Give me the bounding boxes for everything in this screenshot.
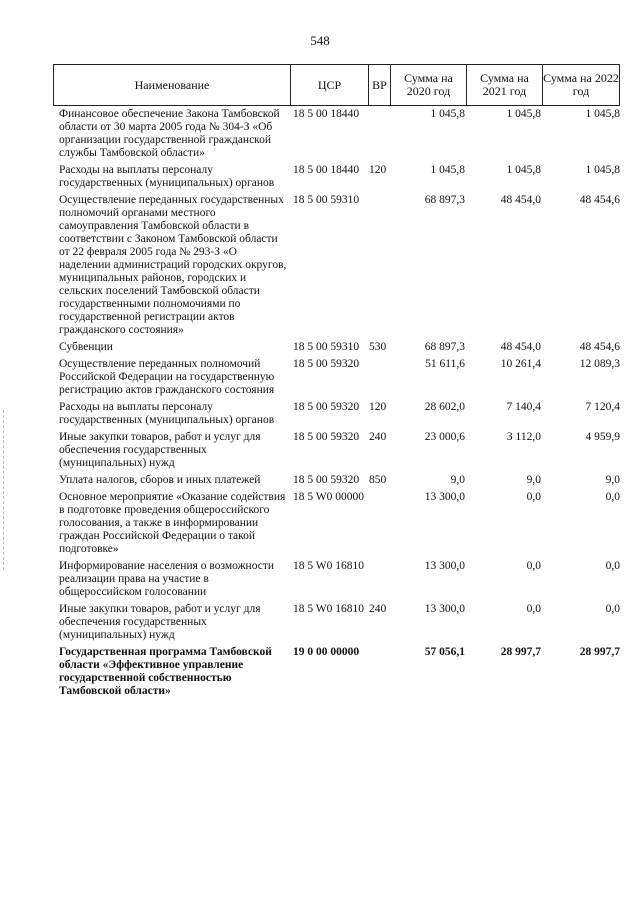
row-sum-2020: 13 300,0 — [424, 603, 465, 615]
row-csr: 18 5 W0 00000 — [293, 491, 365, 503]
table-row — [53, 194, 620, 337]
row-sum-2021: 3 112,0 — [506, 431, 541, 443]
row-name: Осуществление переданных полномочий Российской Федерации на государственную регистрацию актов гражданского состояния — [59, 358, 275, 396]
row-name: Иные закупки товаров, работ и услуг для обеспечения государственных (муниципальных) нужд — [59, 603, 261, 641]
row-vr: 850 — [369, 474, 387, 486]
table-row — [53, 401, 620, 427]
row-sum-2021: 9,0 — [526, 474, 541, 486]
row-vr — [369, 108, 391, 160]
row-vr — [369, 194, 391, 337]
row-sum-2021: 0,0 — [526, 560, 541, 572]
row-sum-2020: 9,0 — [450, 474, 465, 486]
row-name: Уплата налогов, сборов и иных платежей — [59, 474, 261, 486]
row-sum-2021: 0,0 — [526, 491, 541, 503]
row-sum-2022: 28 997,7 — [579, 646, 620, 658]
row-vr: 530 — [369, 341, 387, 353]
row-sum-2020: 1 045,8 — [430, 108, 465, 120]
table-row — [53, 358, 620, 397]
row-sum-2021: 1 045,8 — [506, 108, 541, 120]
row-csr: 18 5 00 59310 — [293, 194, 360, 206]
header-sum-2022: Сумма на 2022 год — [543, 65, 620, 105]
row-sum-2022: 0,0 — [605, 603, 620, 615]
row-csr: 18 5 00 59310 — [293, 341, 360, 353]
table-row — [53, 431, 620, 470]
table-body — [53, 108, 620, 702]
row-sum-2020: 1 045,8 — [430, 164, 465, 176]
row-sum-2020: 68 897,3 — [424, 194, 465, 206]
header-name: Наименование — [53, 65, 291, 105]
table-row — [53, 164, 620, 190]
row-vr: 120 — [369, 401, 387, 413]
row-sum-2022: 1 045,8 — [585, 108, 620, 120]
row-sum-2021: 28 997,7 — [500, 646, 541, 658]
row-csr: 18 5 W0 16810 — [293, 560, 365, 572]
row-sum-2022: 48 454,6 — [579, 341, 620, 353]
row-sum-2022: 0,0 — [605, 560, 620, 572]
row-vr — [369, 358, 391, 397]
row-sum-2022: 12 089,3 — [579, 358, 620, 370]
row-sum-2021: 0,0 — [526, 603, 541, 615]
row-sum-2020: 68 897,3 — [424, 341, 465, 353]
row-sum-2021: 48 454,0 — [500, 341, 541, 353]
header-csr: ЦСР — [291, 65, 369, 105]
row-name: Государственная программа Тамбовской области «Эффективное управление государственной собственностью Тамбовской области» — [59, 646, 272, 697]
row-vr: 240 — [369, 603, 387, 615]
row-csr: 18 5 00 59320 — [293, 358, 360, 370]
row-sum-2020: 13 300,0 — [424, 491, 465, 503]
row-sum-2022: 4 959,9 — [585, 431, 620, 443]
row-csr: 19 0 00 00000 — [293, 646, 360, 658]
table-row — [53, 603, 620, 642]
row-sum-2020: 51 611,6 — [425, 358, 465, 370]
table-row — [53, 560, 620, 599]
scan-margin-mark — [3, 410, 6, 570]
row-name: Расходы на выплаты персоналу государственных (муниципальных) органов — [59, 164, 275, 189]
row-sum-2020: 57 056,1 — [424, 646, 465, 658]
row-vr — [369, 560, 391, 599]
row-sum-2022: 7 120,4 — [585, 401, 620, 413]
row-vr — [369, 491, 391, 556]
row-sum-2021: 7 140,4 — [506, 401, 541, 413]
row-csr: 18 5 00 18440 — [293, 164, 360, 176]
row-name: Финансовое обеспечение Закона Тамбовской области от 30 марта 2005 года № 304-З «Об организации государственной гражданской службы Тамбовской области» — [59, 108, 280, 159]
header-vr: ВР — [369, 65, 391, 105]
row-name: Расходы на выплаты персоналу государственных (муниципальных) органов — [59, 401, 275, 426]
row-vr: 120 — [369, 164, 387, 176]
table-row — [53, 108, 620, 160]
row-vr — [369, 646, 391, 698]
row-sum-2022: 48 454,6 — [579, 194, 620, 206]
row-sum-2022: 0,0 — [605, 491, 620, 503]
row-sum-2022: 1 045,8 — [585, 164, 620, 176]
header-sum-2021: Сумма на 2021 год — [467, 65, 543, 105]
row-csr: 18 5 00 59320 — [293, 401, 360, 413]
row-name: Иные закупки товаров, работ и услуг для обеспечения государственных (муниципальных) нужд — [59, 431, 261, 469]
header-sum-2020: Сумма на 2020 год — [391, 65, 467, 105]
row-csr: 18 5 00 18440 — [293, 108, 360, 120]
row-name: Информирование населения о возможности реализации права на участие в общероссийском голосовании — [59, 560, 275, 598]
row-sum-2020: 28 602,0 — [424, 401, 465, 413]
table-header — [53, 64, 620, 106]
row-sum-2021: 48 454,0 — [500, 194, 541, 206]
row-sum-2020: 23 000,6 — [424, 431, 465, 443]
table-row — [53, 646, 620, 698]
table-row — [53, 474, 620, 487]
page-number: 548 — [310, 33, 330, 48]
table-row — [53, 341, 620, 354]
row-csr: 18 5 00 59320 — [293, 474, 360, 486]
table-row — [53, 491, 620, 556]
row-vr: 240 — [369, 431, 387, 443]
row-sum-2020: 13 300,0 — [424, 560, 465, 572]
row-name: Осуществление переданных государственных полномочий органами местного самоуправления Тамбовской области в соответствии с Законом Тамбовской области от 22 февраля 2005 года № 293-З «О наделении администраций городских округов, муниципальных районов, городских и сельских поселений Тамбовской области государственными полномочиями по государственной регистрации актов гражданского состояния» — [59, 194, 287, 336]
row-csr: 18 5 W0 16810 — [293, 603, 365, 615]
row-name: Основное мероприятие «Оказание содействия в подготовке проведения общероссийского голосования, а также в информировании граждан Российской Федерации о такой подготовке» — [59, 491, 286, 555]
row-csr: 18 5 00 59320 — [293, 431, 360, 443]
row-sum-2021: 1 045,8 — [506, 164, 541, 176]
row-sum-2022: 9,0 — [605, 474, 620, 486]
row-name: Субвенции — [59, 341, 113, 353]
row-sum-2021: 10 261,4 — [500, 358, 541, 370]
